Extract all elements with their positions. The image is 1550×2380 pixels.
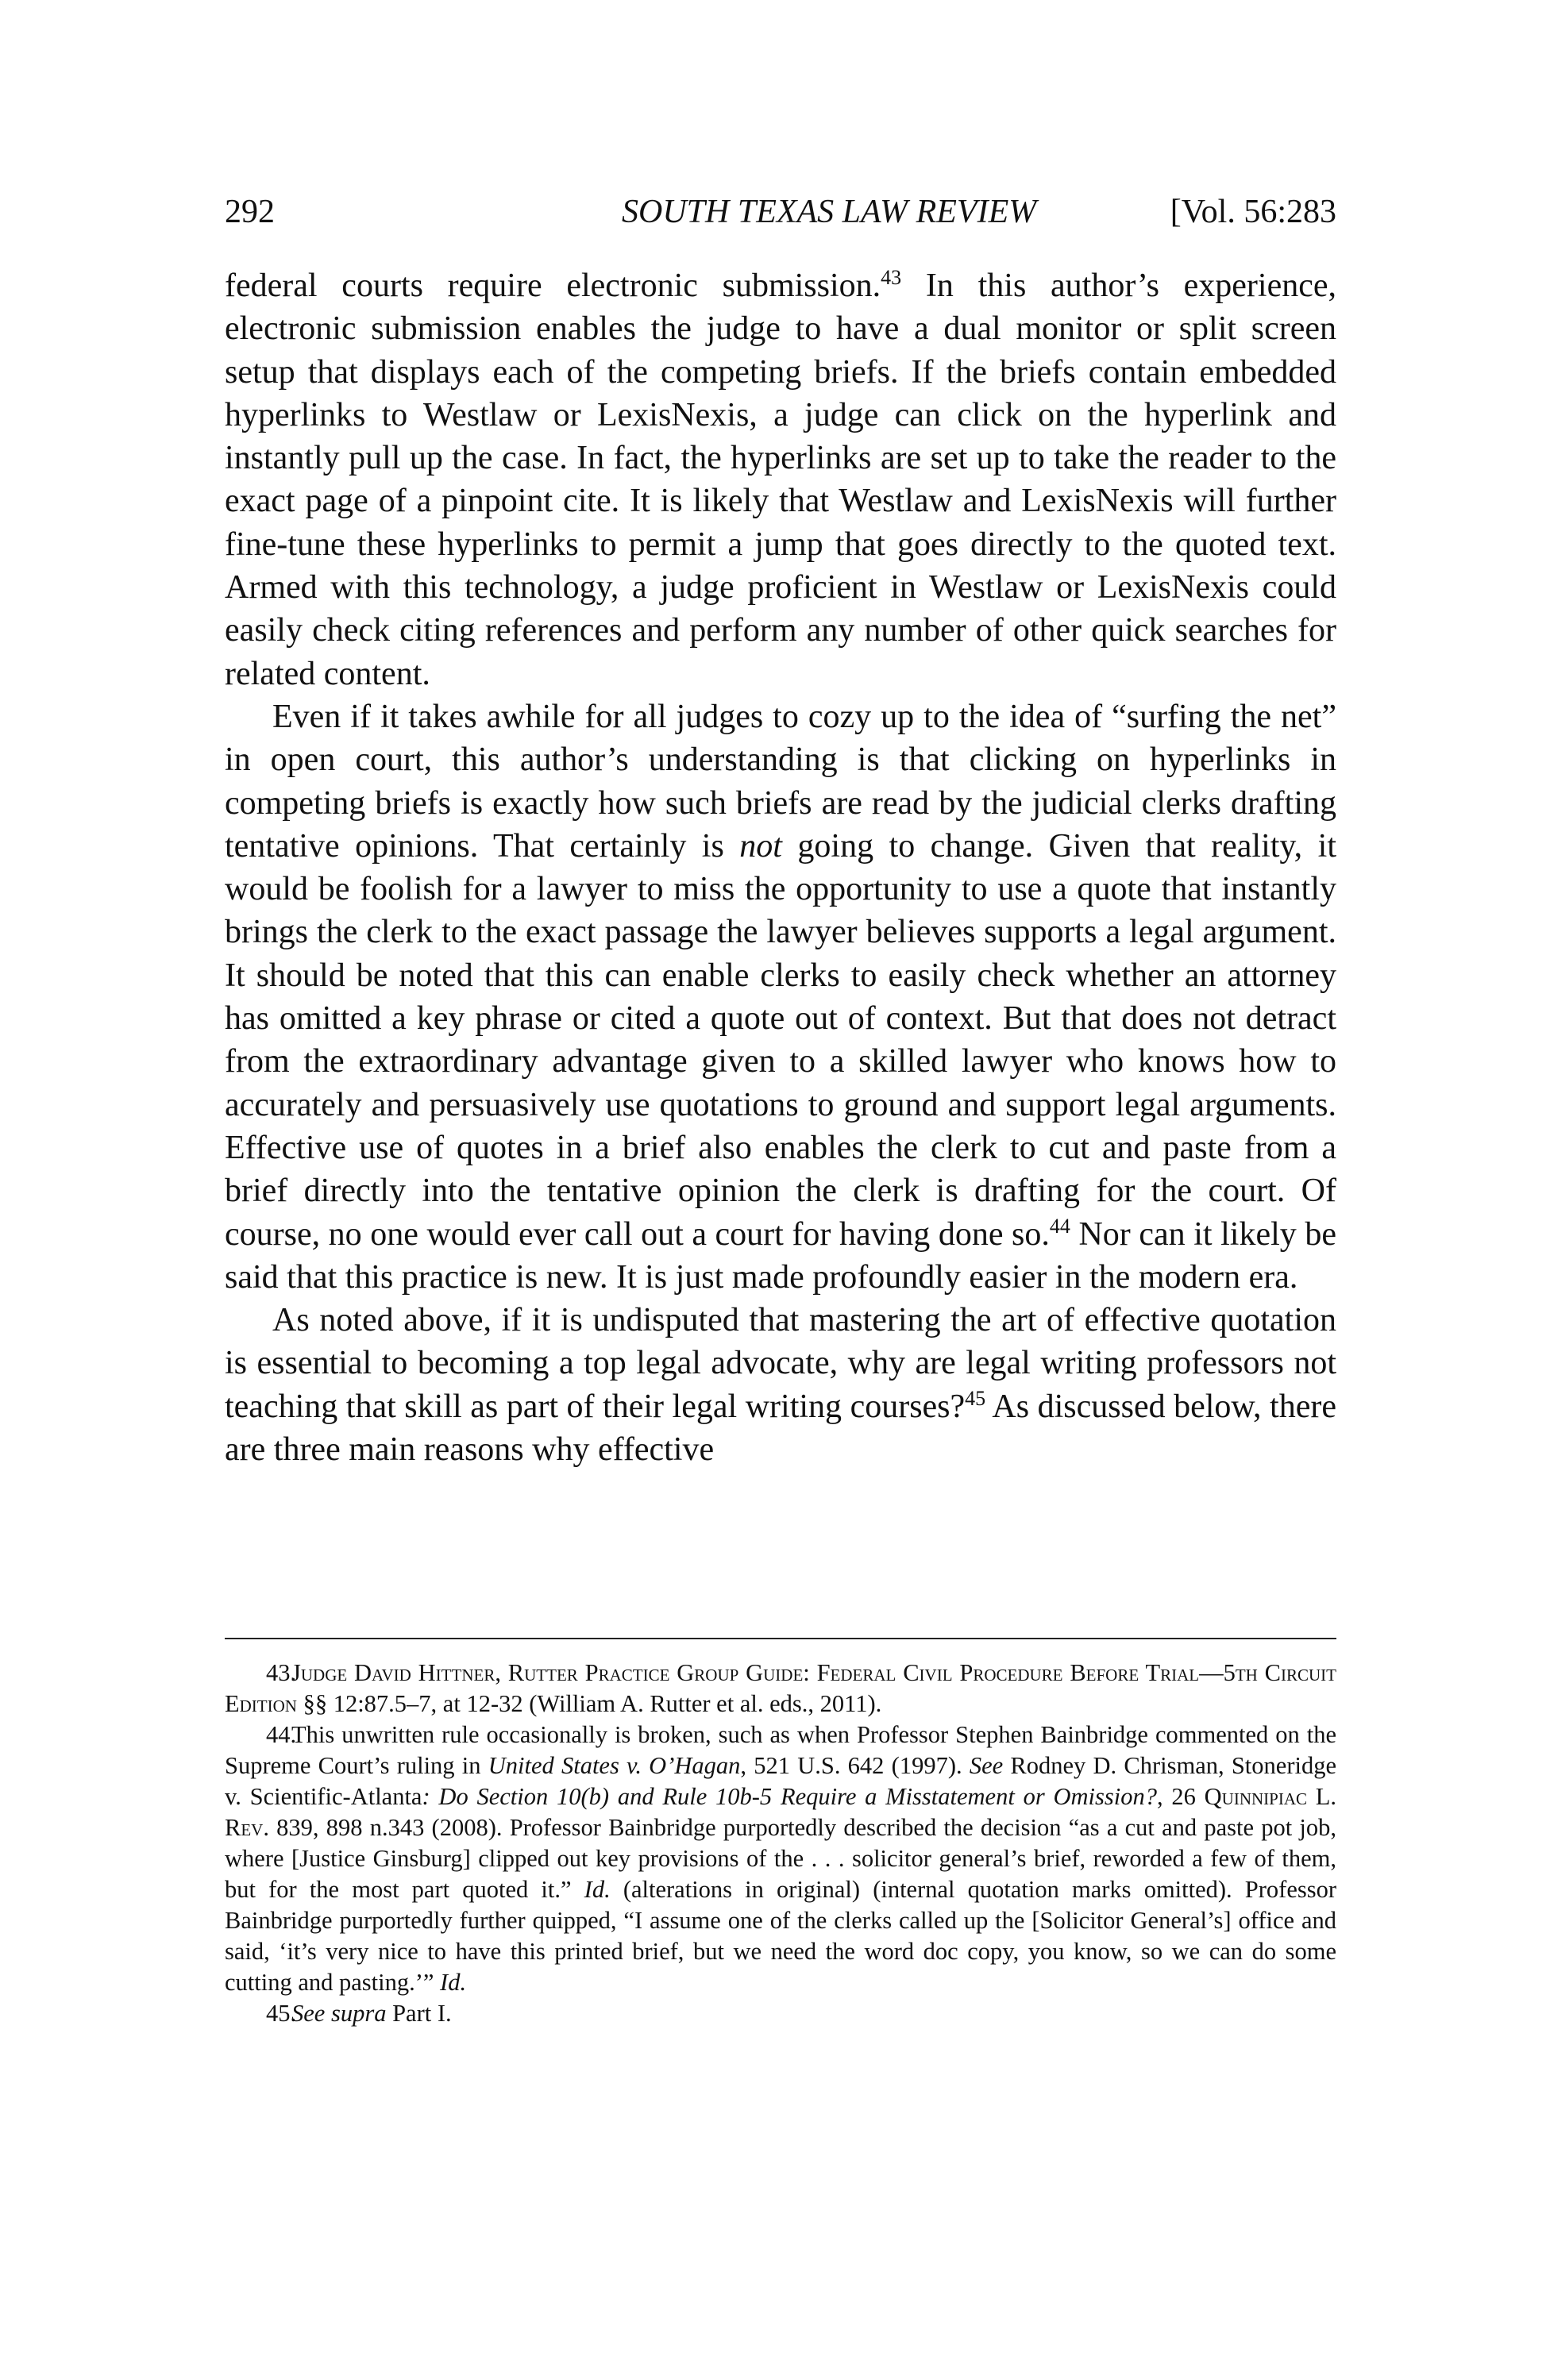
body-text <box>225 264 1336 1471</box>
footnote-number: 44. <box>266 1721 297 1748</box>
footnote-ref-43: 43 <box>881 266 902 289</box>
footnote-number: 43. <box>266 1659 297 1686</box>
footnote-44: 44.This unwritten rule occasionally is broken, such as when Professor Stephen Bainbridge commented on the Supreme Court’s ruling in United States v. O’Hagan, 521 U.S. 642 (1997). See Rodney D. Chrisman, Stoneridge v. Scientific-Atlanta: Do Section 10(b) and Rule 10b-5 Require a Misstatement or Omission?, 26 Quinnipiac L. Rev. 839, 898 n.343 (2008). Professor Bainbridge purportedly described the decision “as a cut and paste pot job, where [Justice Ginsburg] clipped out key provisions of the . . . solicitor general’s brief, reworded a few of them, but for the most part quoted it.” Id. (alterations in original) (internal quotation marks omitted). Professor Bainbridge purportedly further quipped, “I assume one of the clerks called up the [Solicitor General’s] office and said, ‘it’s very nice to have this printed brief, but we need the word doc copy, you know, so we can do some cutting and pasting.’” Id. <box>225 1721 1337 1996</box>
paragraph-1: federal courts require electronic submission.$^{43}$ In this author’s experience, electronic submission enables the judge to have a dual monitor or split screen setup that displays each of the competing briefs. If the briefs contain embedded hyperlinks to Westlaw or LexisNexis, a judge can click on the hyperlink and instantly pull up the case. In fact, the hyperlinks are set up to take the reader to the exact page of a pinpoint cite. It is likely that Westlaw and LexisNexis will further fine-tune these hyperlinks to permit a jump that goes directly to the quoted text. Armed with this technology, a judge proficient in Westlaw or LexisNexis could easily check citing references and perform any number of other quick searches for related content. <box>225 266 1337 692</box>
page-number: 292 <box>225 194 275 230</box>
footnote-number: 45. <box>266 2000 297 2027</box>
footnote-separator <box>225 1638 1336 1639</box>
footnote-ref-44: 44 <box>1049 1214 1070 1238</box>
journal-title: SOUTH TEXAS LAW REVIEW <box>622 194 1037 230</box>
running-header <box>225 193 1336 237</box>
emphasis-not: not <box>739 827 782 865</box>
paragraph-3: As noted above, if it is undisputed that mastering the art of effective quotation is essential to becoming a top legal advocate, why are legal writing professors not teaching that skill as part of their legal writing courses?$^{45}$ As discussed below, there are three main reasons why effective <box>225 1302 1336 1469</box>
volume-citation: [Vol. 56:283 <box>1170 194 1336 230</box>
paragraph-2: Even if it takes awhile for all judges to cozy up to the idea of “surfing the net” in open court, this author’s understanding is that clicking on hyperlinks in competing briefs is exactly how such briefs are read by the judicial clerks drafting tentative opinions. That certainly is not going to change. Given that reality, it would be foolish for a lawyer to miss the opportunity to use a quote that instantly brings the clerk to the exact passage the lawyer believes supports a legal argument. It should be noted that this can enable clerks to easily check whether an attorney has omitted a key phrase or cited a quote out of context. But that does not detract from the extraordinary advantage given to a skilled lawyer who knows how to accurately and persuasively use quotations to ground and support legal arguments. Effective use of quotes in a brief also enables the clerk to cut and paste from a brief directly into the tentative opinion the clerk is drafting for the court. Of course, no one would ever call out a court for having done so.$^{44}$ Nor can it likely be said that this practice is new. It is just made profoundly easier in the modern era. <box>225 698 1336 1296</box>
footnote-43: 43.Judge David Hittner, Rutter Practice Group Guide: Federal Civil Procedure Before Trial—5th Circuit Edition §§ 12:87.5–7, at 12-32 (William A. Rutter et al. eds., 2011). <box>225 1659 1336 1717</box>
footnotes <box>225 1658 1336 2029</box>
footnote-ref-45: 45 <box>965 1386 986 1410</box>
footnote-45: 45.See supra Part I. <box>225 1998 1336 2029</box>
